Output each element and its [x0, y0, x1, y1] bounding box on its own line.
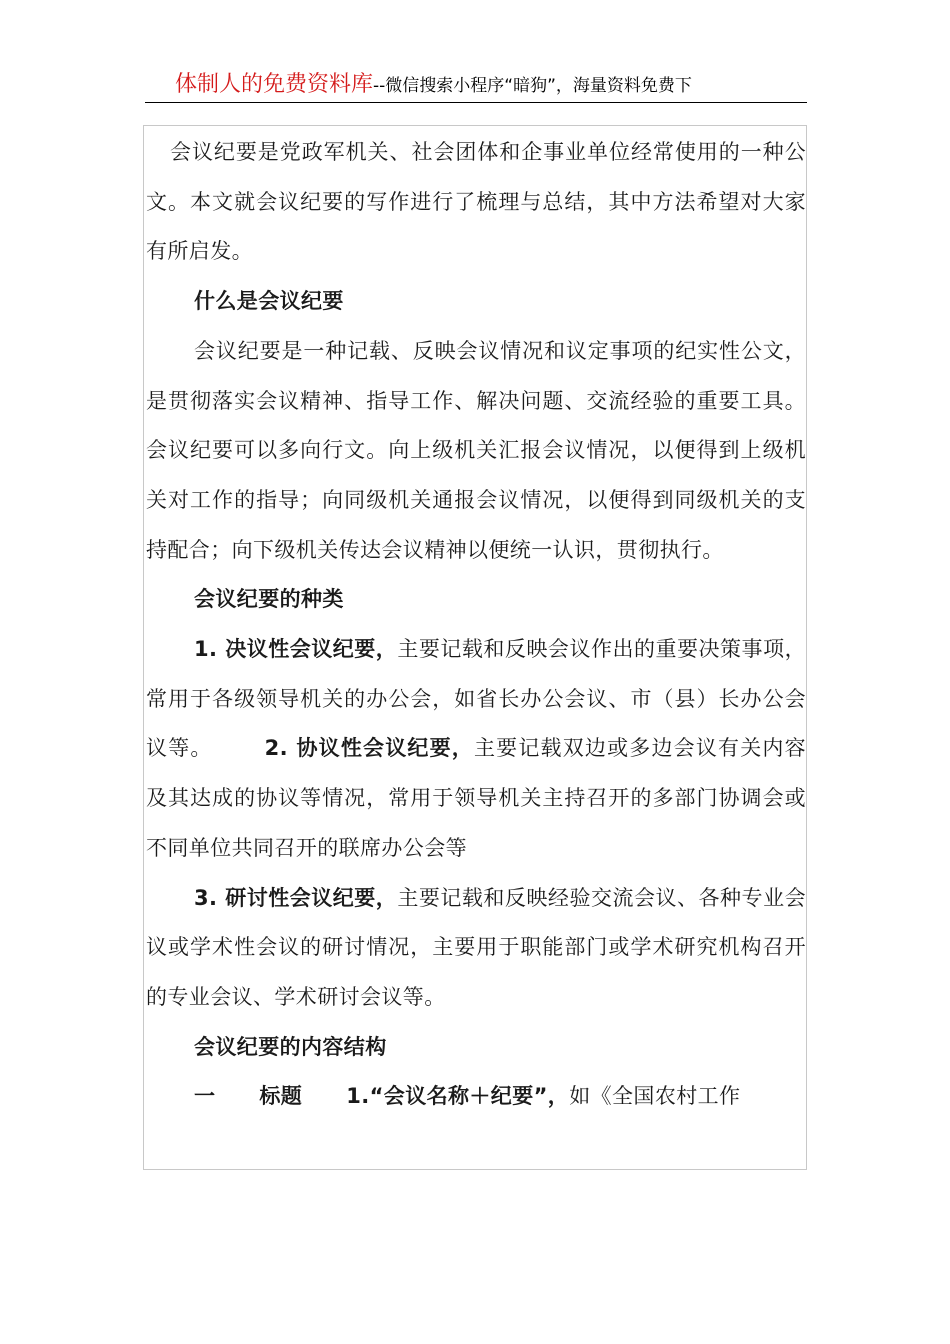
type-3-text: 主要记载和反映经验交流会议、各种专业会议或学术性会议的研讨情况，主要用于职能部门或学术研究机构召开的专业会议、学术研讨会议等。	[146, 885, 806, 1009]
definition-paragraph: 会议纪要是一种记载、反映会议情况和议定事项的纪实性公文，是贯彻落实会议精神、指导工作、解决问题、交流经验的重要工具。会议纪要可以多向行文。向上级机关汇报会议情况，以便得到上级机关对工作的指导；向同级机关通报会议情况，以便得到同级机关的支持配合；向下级机关传达会议精神以便统一认识，贯彻执行。	[146, 338, 806, 562]
document-body	[146, 128, 806, 1122]
type-1-text: 主要记载和反映会议作出的重要决策事项，常用于各级领导机关的办公会，如省长办公会议、市（县）长办公会议等。	[146, 637, 806, 761]
heading-what-is: 什么是会议纪要	[194, 289, 344, 314]
section-number: 一	[194, 1084, 216, 1109]
heading-structure: 会议纪要的内容结构	[194, 1034, 387, 1059]
intro-paragraph: 会议纪要是党政军机关、社会团体和企事业单位经常使用的一种公文。本文就会议纪要的写作进行了梳理与总结，其中方法希望对大家有所启发。	[146, 140, 806, 264]
section-title: 标题	[259, 1084, 303, 1109]
document-frame	[143, 125, 807, 1170]
type-3-paragraph	[146, 874, 806, 1023]
structure-item-label: 1.“会议名称＋纪要”，	[346, 1084, 570, 1109]
types-paragraph	[146, 625, 806, 874]
structure-item-text: 如《全国农村工作	[569, 1084, 741, 1109]
type-2-label: 2. 协议性会议纪要，	[264, 736, 474, 761]
brand-title: 体制人的免费资料库	[175, 72, 374, 97]
type-2-text: 主要记载双边或多边会议有关内容及其达成的协议等情况，常用于领导机关主持召开的多部门协调会或不同单位共同召开的联席办公会等	[146, 736, 806, 860]
type-3-label: 3. 研讨性会议纪要，	[194, 885, 398, 910]
type-1-label: 1. 决议性会议纪要，	[194, 637, 398, 662]
heading-types: 会议纪要的种类	[194, 587, 344, 612]
structure-title-paragraph	[146, 1072, 806, 1122]
page-header	[145, 70, 807, 103]
header-tagline: --微信搜索小程序“暗狗”，海量资料免费下	[373, 76, 692, 96]
